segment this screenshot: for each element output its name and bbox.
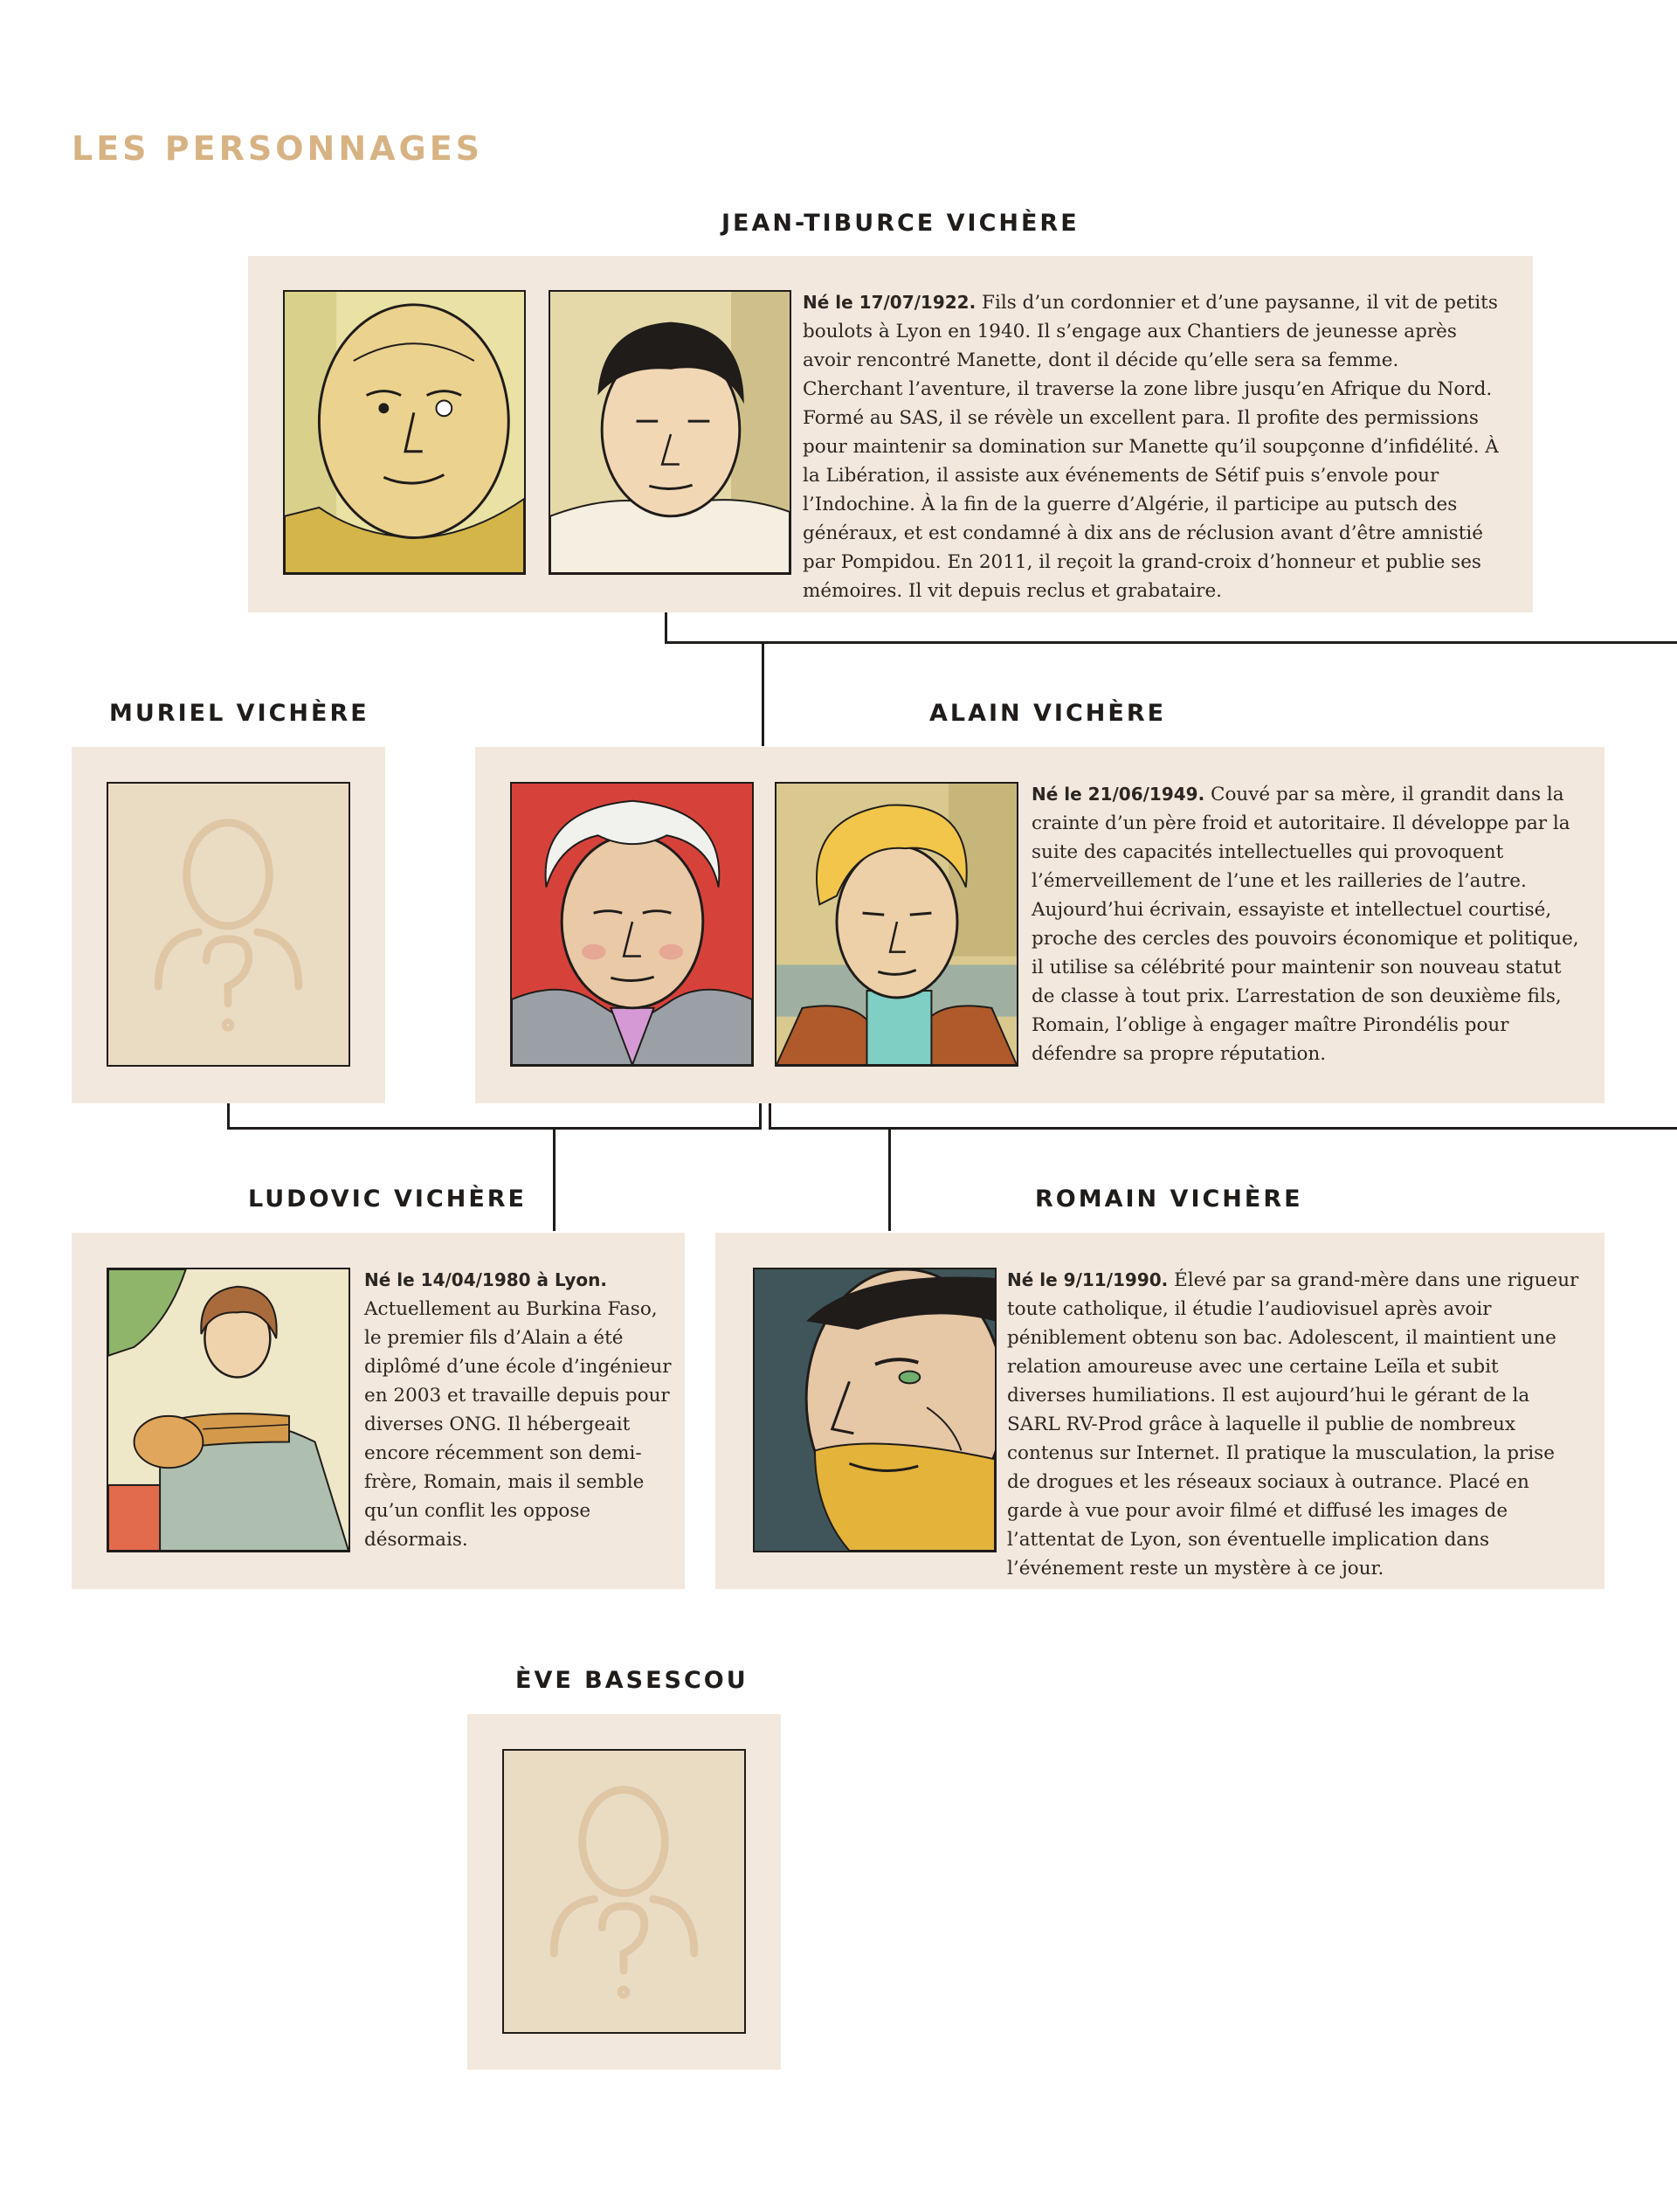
portrait-ludovic <box>107 1268 350 1552</box>
unknown-person-icon <box>158 823 299 1028</box>
page-title: LES PERSONNAGES <box>72 129 484 168</box>
tree-line <box>665 612 667 643</box>
character-bio-jean <box>803 288 1501 605</box>
character-name-romain: ROMAIN VICHÈRE <box>1035 1185 1303 1213</box>
unknown-person-icon <box>554 1790 694 1995</box>
bio-text: Actuellement au Burkina Faso, le premier fils d’Alain a été diplômé d’une école d’ingénieur en 2003 et travaille depuis pour diverses ONG. Il hébergeait encore récemment son demi-frère, Romain, mais il semble qu’un conflit les oppose désormais. <box>364 1298 672 1551</box>
portrait-young-jean <box>549 290 791 575</box>
birth-date: Né le 14/04/1980 à Lyon. <box>364 1269 608 1290</box>
character-card-muriel <box>72 747 385 1103</box>
character-card-jean <box>248 256 1533 612</box>
tree-line <box>553 1127 556 1231</box>
tree-line <box>759 1103 762 1130</box>
bio-text: Élevé par sa grand-mère dans une rigueur toute catholique, il étudie l’audiovisuel après avoir péniblement obtenu son bac. Adolescent, il maintient une relation amoureuse avec une certaine Leïla et subit diverses humiliations. Il est aujourd’hui le gérant de la SARL RV-Prod grâce à laquelle il publie de nombreux contenus sur Internet. Il pratique la musculation, la prise de drogues et les réseaux sociaux à outrance. Placé en garde à vue pour avoir filmé et diffusé les images de l’attentat de Lyon, son éventuelle implication dans l’événement reste un mystère à ce jour. <box>1007 1269 1579 1580</box>
birth-date: Né le 9/11/1990. <box>1007 1269 1169 1290</box>
character-name-muriel: MURIEL VICHÈRE <box>109 700 369 727</box>
portrait-old-jean <box>283 290 526 575</box>
character-bio-romain <box>1007 1266 1584 1583</box>
birth-date: Né le 21/06/1949. <box>1032 784 1205 805</box>
tree-line <box>769 1127 1677 1130</box>
character-bio-ludovic <box>364 1266 674 1554</box>
portrait-placeholder-eve <box>502 1749 746 2034</box>
bio-text: Fils d’un cordonnier et d’une paysanne, il vit de petits boulots à Lyon en 1940. Il s’engage aux Chantiers de jeunesse après avoir rencontré Manette, dont il décide qu’elle sera sa femme. Cherchant l’aventure, il traverse la zone libre jusqu’en Afrique du Nord. Formé au SAS, il se révèle un excellent para. Il profite des permissions pour maintenir sa domination sur Manette qu’il soupçonne d’infidélité. À la Libération, il assiste aux événements de Sétif puis s’envole pour l’Indochine. À la fin de la guerre d’Algérie, il participe au putsch des généraux, et est condamné à dix ans de réclusion avant d’être amnistié par Pompidou. En 2011, il reçoit la grand-croix d’honneur et publie ses mémoires. Il vit depuis reclus et grabataire. <box>803 292 1499 602</box>
character-bio-alain <box>1032 780 1586 1068</box>
tree-line <box>888 1127 891 1231</box>
character-name-alain: ALAIN VICHÈRE <box>929 700 1167 727</box>
character-name-eve: ÈVE BASESCOU <box>515 1667 749 1694</box>
character-card-alain <box>475 747 1605 1103</box>
character-name-ludovic: LUDOVIC VICHÈRE <box>248 1185 527 1213</box>
portrait-romain <box>753 1268 997 1552</box>
character-card-eve <box>467 1714 781 2070</box>
tree-line <box>762 643 764 746</box>
character-card-romain <box>715 1233 1605 1589</box>
tree-line <box>227 1127 762 1130</box>
character-card-ludovic <box>72 1233 685 1589</box>
portrait-placeholder-muriel <box>107 782 350 1067</box>
portrait-old-alain <box>510 782 754 1067</box>
tree-line <box>665 641 1677 644</box>
tree-line <box>227 1103 230 1130</box>
birth-date: Né le 17/07/1922. <box>803 292 977 313</box>
character-name-jean: JEAN-TIBURCE VICHÈRE <box>721 210 1080 237</box>
tree-line <box>769 1103 771 1130</box>
bio-text: Couvé par sa mère, il grandit dans la crainte d’un père froid et autoritaire. Il développe par la suite des capacités intellectuelles qui provoquent l’émerveillement de l’une et les railleries de l’autre. Aujourd’hui écrivain, essayiste et intellectuel courtisé, proche des cercles des pouvoirs économique et politique, il utilise sa célébrité pour maintenir son nouveau statut de classe à tout prix. L’arrestation de son deuxième fils, Romain, l’oblige à engager maître Pirondélis pour défendre sa propre réputation. <box>1032 784 1579 1065</box>
portrait-young-alain <box>775 782 1018 1067</box>
